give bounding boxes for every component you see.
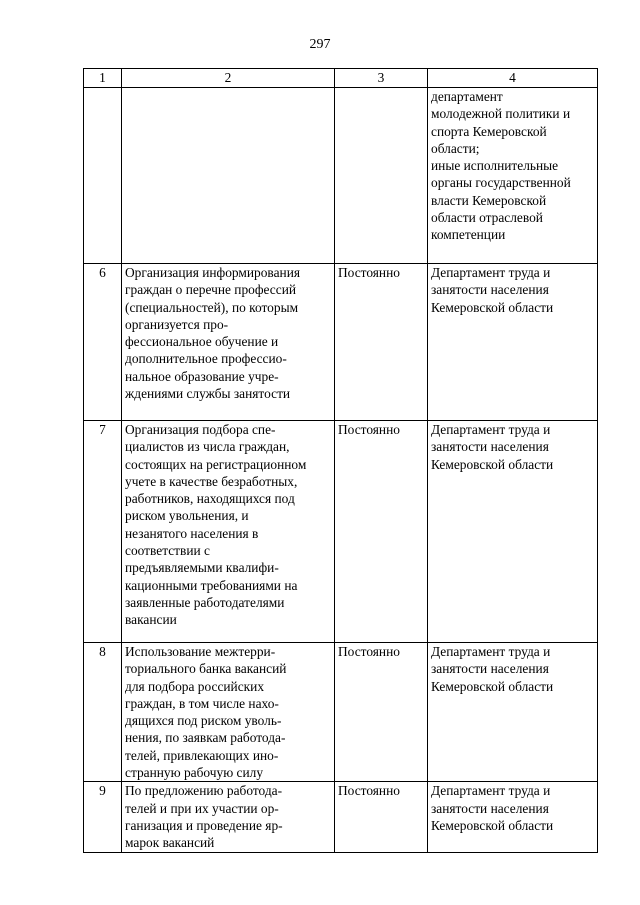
measure-text-line: соответствии с [125,543,210,559]
measure-text-line: учете в качестве безработных, [125,473,298,489]
executor-text-line: Кемеровской области [431,817,554,833]
measure-text-line: заявленные работодателями [125,594,285,610]
header-cell-3: 3 [335,69,428,88]
measure-text-line: нальное образование учре- [125,368,279,384]
executor-text-line: занятости населения [431,282,549,298]
measure-text-line: организуется про- [125,316,229,332]
measure-cell [122,421,335,643]
executor-text-line: иные исполнительные [431,158,559,174]
measure-text-line: По предложению работода- [125,783,283,799]
executor-text-line: Кемеровской области [431,678,554,694]
executor-text-line: занятости населения [431,800,549,816]
measure-text-line: дящихся под риском уволь- [125,713,282,729]
row-number-cell: 6 [84,264,122,421]
executor-text-line: компетенции [431,227,506,243]
measure-text-line: ждениями службы занятости [125,386,291,402]
term-cell: Постоянно [335,421,428,643]
executor-cell [428,88,598,264]
executor-text-line: области; [431,140,480,156]
measure-text-line: кационными требованиями на [125,577,298,593]
table-row [84,88,598,264]
measure-text-line: циалистов из числа граждан, [125,439,290,455]
executor-text-line: Кемеровской области [431,299,554,315]
executor-text-line: молодежной политики и [431,106,571,122]
measure-cell [122,643,335,782]
executor-text-line: Департамент труда и [431,422,551,437]
measure-text-line: состоящих на регистрационном [125,456,307,472]
measure-text-line: странную рабочую силу [125,765,264,781]
executor-cell [428,782,598,853]
row-number-cell: 7 [84,421,122,643]
measure-text-line: Организация подбора спе- [125,422,276,437]
measure-text-line: фессиональное обучение и [125,334,279,350]
measure-text-line: работников, находящихся под [125,491,295,507]
measure-text-line: ториального банка вакансий [125,661,287,677]
executor-text-line: органы государственной [431,175,571,191]
table-row [84,421,598,643]
executor-text-line: Департамент труда и [431,644,551,659]
executor-text-line: Департамент труда и [431,265,551,280]
executor-text-line: занятости населения [431,661,549,677]
measure-cell [122,264,335,421]
executor-text-line: области отраслевой [431,210,543,226]
row-number-cell: 8 [84,643,122,782]
measure-text-line: Организация информирования [125,265,301,280]
measure-text-line: вакансии [125,612,177,628]
row-number-cell: 9 [84,782,122,853]
page-number: 297 [309,37,331,52]
term-cell: Постоянно [335,782,428,853]
table-row [84,643,598,782]
executor-text-line: власти Кемеровской [431,192,547,208]
term-cell [335,88,428,264]
row-number-cell [84,88,122,264]
measure-text-line: граждан о перечне профессий [125,282,297,298]
table-row [84,782,598,853]
header-cell-4: 4 [428,69,598,88]
executor-text-line: занятости населения [431,439,549,455]
executor-text-line: Департамент труда и [431,783,551,799]
table-header-row [84,69,598,88]
measure-text-line: ганизация и проведение яр- [125,817,283,833]
executor-cell [428,264,598,421]
executor-text-line: департамент [431,89,503,104]
table-row [84,264,598,421]
executor-cell [428,643,598,782]
measures-table [83,68,598,853]
measure-text-line: телей и при их участии ор- [125,800,279,816]
header-cell-2: 2 [122,69,335,88]
measure-text-line: нения, по заявкам работода- [125,730,286,746]
measure-text-line: телей, привлекающих ино- [125,747,279,763]
term-cell: Постоянно [335,643,428,782]
executor-text-line: Кемеровской области [431,456,554,472]
measure-text-line: предъявляемыми квалифи- [125,560,279,576]
measure-text-line: марок вакансий [125,835,215,851]
measure-text-line: Использование межтерри- [125,644,276,659]
measure-text-line: (специальностей), по которым [125,299,299,315]
measure-cell [122,782,335,853]
executor-cell [428,421,598,643]
measure-text-line: незанятого населения в [125,525,259,541]
measure-text-line: риском увольнения, и [125,508,249,524]
executor-text-line: спорта Кемеровской [431,123,547,139]
measure-text-line: дополнительное профессио- [125,351,287,367]
measure-text-line: для подбора российских [125,678,265,694]
measure-text-line: граждан, в том числе нахо- [125,695,279,711]
term-cell: Постоянно [335,264,428,421]
measure-cell [122,88,335,264]
header-cell-1: 1 [84,69,122,88]
